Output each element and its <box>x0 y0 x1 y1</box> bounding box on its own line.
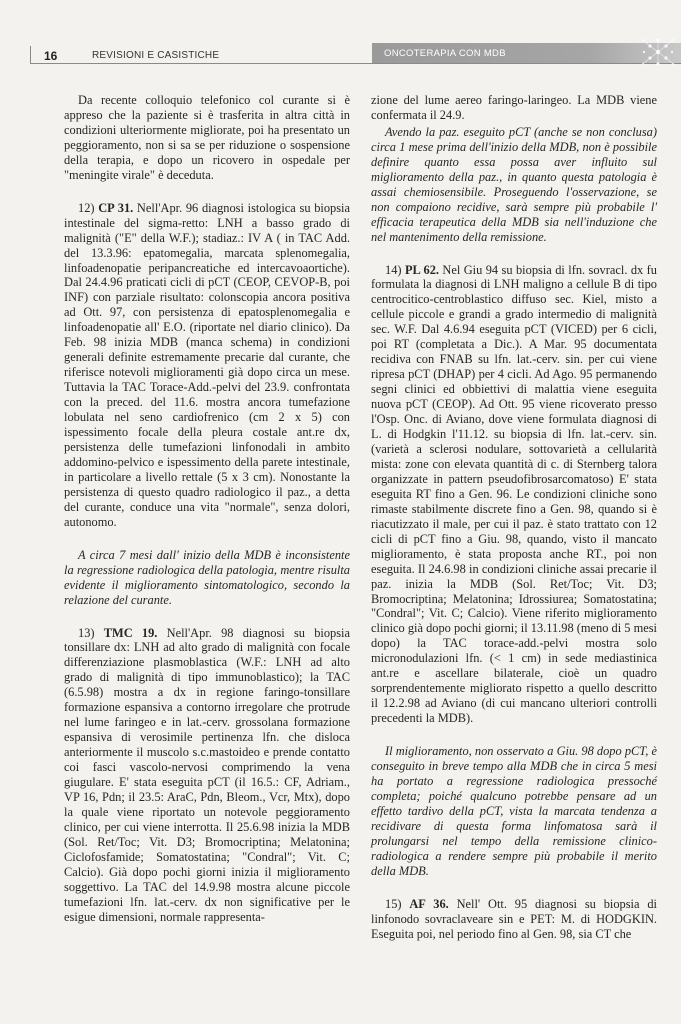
case-13-continuation: zione del lume aereo faringo-laringeo. La MDB viene confermata il 24.9. <box>371 93 657 122</box>
header-rule <box>30 63 681 64</box>
case-12-comment: A circa 7 mesi dall' inizio della MDB è inconsistente la regressione radiologica della patologia, mentre risulta evidente il miglioramento sintomatologico, secondo la relazione del curante. <box>64 547 350 607</box>
case-12-text: Nell'Apr. 96 diagnosi istologica su biopsia intestinale del sigma-retto: LNH a basso grado di malignità ("E" della W.F.); stadiaz.: IV A ( in TAC Add. del 13.3.96: epatomegalia, marcata splenomegalia, linfoadenopatie peripancreatiche ed intercavoaortiche). Dal 24.4.96 praticati cicli di pCT (CEOP, CEVOP-B, poi INF) con parziale risultato: colonscopia ancora positiva ad Ott. 97, con persistenza di epatosplenomegalia e linfoadenopatie all' E.O. (riportate nel diario clinico). Da Feb. 98 inizia MDB (manca schema) in condizioni generali definite estremamente precarie dal curante, che riferisce notevoli miglioramenti già dopo circa un mese. Tuttavia la TAC Torace-Add.-pelvi del 23.9. confrontata con la preced. del 11.6. mostra ancora tumefazione lobulata nel seno cardiofrenico (cm 2 x 5) con ispessimento focale della pleura costale ant.re dx, persistenza delle tumefazioni linfonodali in ambito addomino-pelvico e ispessimento della parete intestinale, in particolare a livello rettale (5 x 3 cm). Nonostante la persistenza di questo quadro radiologico il paz., a detta del curante, conduce una vita "normale", senza dolori, autonomo. <box>64 200 350 529</box>
running-title-right: ONCOTERAPIA CON MDB <box>384 48 506 59</box>
decorative-logo-icon <box>630 30 680 74</box>
case-14-id: PL 62. <box>404 262 439 277</box>
header-tick <box>30 46 31 64</box>
case-12-number: 12) <box>78 200 99 215</box>
case-14-text: Nel Giu 94 su biopsia di lfn. sovracl. dx fu formulata la diagnosi di LNH maligno a cellule B di tipo centrocitico-centroblastico diffuso sec. Kiel, misto a cellule piccole e grandi a grado intermedio di malignità sec. W.F. Dal 4.6.94 eseguita pCT (VICED) per 6 cicli, poi RT (completata a Dic.). A Mar. 95 documentata recidiva con FNAB su lfn. lat.-cerv. sin. per cui viene ripresa pCT (DHAP) per 4 cicli. Ad Ago. 95 permanendo segni clinici ed obbiettivi di malattia viene eseguita nuova pCT (CEOP). Ad Ott. 95 viene ricoverato presso l'Osp. Onc. di Aviano, dove viene formulata diagnosi di L. di Hodgkin l'11.12. su biopsia di lfn. lat.-cerv. sin. (varietà a sclerosi nodulare, sottovarietà a cellularità mista: zone con elevata quantità di c. di Sternberg talora organizzate in pattern pseudofibrosarcomatoso) E' stata eseguita RT fino a Gen. 96. Le condizioni cliniche sono rimaste stabilmente discrete fino a Gen. 98, quando si è riacutizzato il male, per cui il paz. è stato trattato con 12 cicli di pCT fino a Giu. 98, quando, visto il mancato miglioramento, è stata proposta anche RT., poi non eseguita. Il 24.6.98 in condizioni cliniche assai precarie il paz. inizia la MDB (Sol. Ret/Toc; Vit. D3; Bromocriptina; Melatonina; Idrossiurea; Somatostatina; "Condral"; Vit. C; Calcio). Viene riferito miglioramento clinico già dopo pochi giorni; il 13.11.98 (meno di 5 mesi dopo) la TAC torace-add.-pelvi mostra solo micronodulazioni lfn. (< 1 cm) in sede mediastinica ant.re e ascellare bilaterale, cioè un quadro sorprendentemente migliorato rispetto a quello descritto il 12.2.98 ad Aviano (di cui mancano ulteriori controlli precedenti la MDB). <box>371 262 657 726</box>
case-15-number: 15) <box>385 896 410 911</box>
running-title-left: REVISIONI E CASISTICHE <box>92 50 220 61</box>
page-header <box>0 0 681 70</box>
case-12 <box>64 201 350 530</box>
case-14-number: 14) <box>385 262 405 277</box>
case-13-text: Nell'Apr. 98 diagnosi su biopsia tonsillare dx: LNH ad alto grado di malignità con focale differenziazione plasmoblastica (W.F.: LNH ad alto grado di malignità di tipo immunoblastico); la TAC (6.5.98) mostra a dx in regione faringo-tonsillare formazione espansiva a contorno irregolare che protrude nel lume faringeo e in lat.-cerv. grossolana formazione espansiva di verosimile pertinenza lfn. che disloca anteriormente il muscolo s.c.mastoideo e prende contatto coi fasci vascolo-nervosi comprimendo la vena giugulare. E' stata eseguita pCT (il 16.5.: CF, Adriam., VP 16, Pdn; il 23.5: AraC, Pdn, Bleom., Vcr, Mtx), dopo la quale viene riportato un notevole peggioramento clinico, per cui viene interrotta. Il 25.6.98 inizia la MDB (Sol. Ret/Toc; Vit. D3; Bromocriptina; Melatonina; Ciclofosfamide; Somatostatina; "Condral"; Vit. C; Calcio). Già dopo pochi giorni inizia il miglioramento soggettivo. La TAC del 14.9.98 mostra alcune piccole tumefazioni lfn. lat.-cerv. dx non significative per le esigue dimensioni, normale rappresenta- <box>64 625 350 924</box>
page-number: 16 <box>44 49 58 63</box>
paragraph-intro: Da recente colloquio telefonico col curante si è appreso che la paziente si è trasferita in altra città in condizioni ulteriormente migliorate, poi ha presentato un peggioramento, non si sa se per riduzione o sospensione della terapia, e dopo un ricovero in ospedale per "meningite virale" è deceduta. <box>64 93 350 182</box>
case-15-id: AF 36. <box>409 896 449 911</box>
case-13-comment: Avendo la paz. eseguito pCT (anche se non conclusa) circa 1 mese prima dell'inizio della MDB, non è possibile definire quanto essa possa aver influito sul miglioramento della paz., in quanto questa patologia è assai chemiosensibile. Proseguendo l'osservazione, se non compaiono recidive, sarà sempre più probabile l' efficacia terapeutica della MDB sia nell'induzione che nel mantenimento della remissione. <box>371 124 657 244</box>
case-14-comment: Il miglioramento, non osservato a Giu. 98 dopo pCT, è conseguito in breve tempo alla MDB che in circa 5 mesi ha portato a regressione radiologica pressoché completa; poiché qualcuno potrebbe pensare ad un effetto tardivo della pCT, vista la marcata tendenza a recidivare di questa forma linfomatosa sarà il prolungarsi nel tempo della remissione clinico-radiologica a rendere sempre più probabile il merito della MDB. <box>371 744 657 878</box>
case-15-text: Nell' Ott. 95 diagnosi su biopsia di linfonodo sovraclaveare sin e PET: M. di HODGKIN. Eseguita poi, nel periodo fino al Gen. 98, sia CT che <box>371 896 657 941</box>
left-column <box>64 93 350 943</box>
case-13-number: 13) <box>78 625 104 640</box>
case-12-id: CP 31. <box>98 200 134 215</box>
case-15 <box>371 897 657 942</box>
case-13 <box>64 626 350 925</box>
case-14 <box>371 263 657 727</box>
right-column <box>371 93 657 960</box>
case-13-id: TMC 19. <box>103 625 158 640</box>
